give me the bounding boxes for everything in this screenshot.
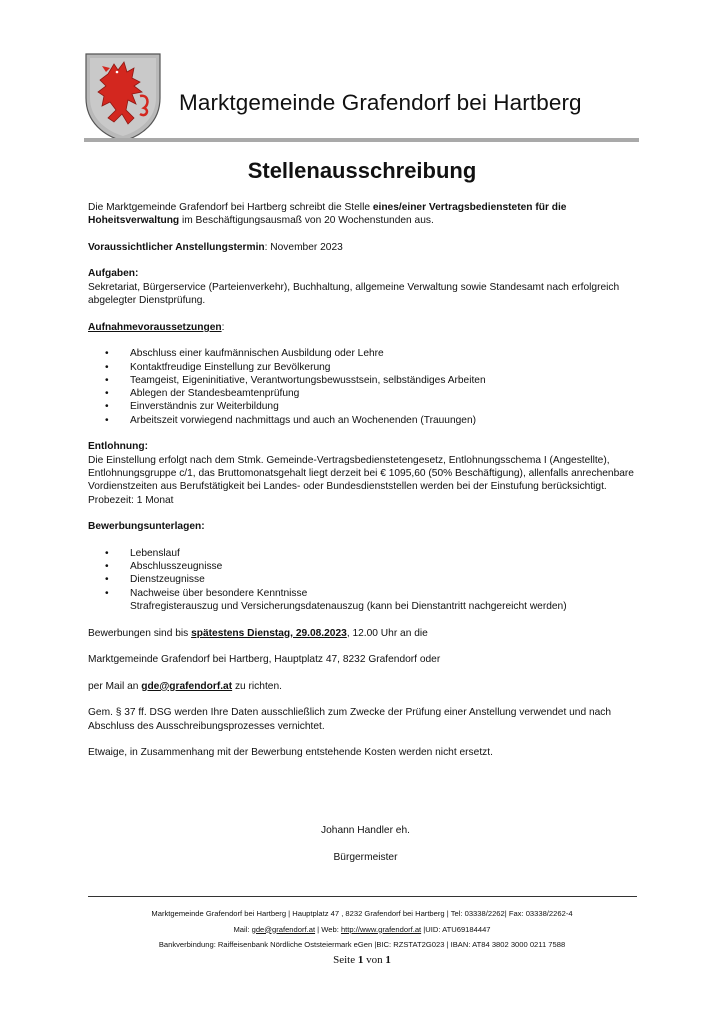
intro-text: Die Marktgemeinde Grafendorf bei Hartberg schreibt die Stelle xyxy=(88,202,373,213)
requirements-colon: : xyxy=(221,321,225,333)
list-item: • Abschluss einer kaufmännischen Ausbildung oder Lehre xyxy=(88,347,643,360)
start-date-paragraph xyxy=(88,241,643,254)
pay-heading: Entlohnung: xyxy=(88,441,148,453)
document-title: Stellenausschreibung xyxy=(247,158,477,183)
coat-of-arms-icon xyxy=(84,52,162,142)
signatory-name: Johann Handler eh. xyxy=(321,825,410,836)
footer-bank-line: Bankverbindung: Raiffeisenbank Nördliche Oststeiermark eGen |BIC: RZSTAT2G023 | IBAN: AT84 3802 3000 0211 7588 xyxy=(158,940,566,949)
footer-uid: |UID: ATU69184447 xyxy=(421,924,491,934)
pay-text: Die Einstellung erfolgt nach dem Stmk. Gemeinde-Vertragsbedienstetengesetz, Entlohnungsschema I (Angestellte), Entlohnungsgruppe c/1, das Bruttomonatsgehalt liegt derzeit bei € 1095,60 (50% Beschäftigung), allenfalls anrechenbare Vordienstzeiten aus Berufstätigkeit bei Landes- oder Bundesdienststellen werden bei der Einstufung berücksichtigt. xyxy=(88,454,634,493)
page-label: Seite xyxy=(333,954,358,966)
intro-text-end: im Beschäftigungsausmaß von 20 Wochenstunden aus. xyxy=(179,215,434,227)
docs-heading-paragraph xyxy=(88,520,643,533)
page-of-label: von xyxy=(363,954,386,966)
start-date-label: Voraussichtlicher Anstellungstermin xyxy=(88,241,265,253)
costs-paragraph: Etwaige, in Zusammenhang mit der Bewerbung entstehende Kosten werden nicht ersetzt. xyxy=(88,747,493,759)
intro-paragraph xyxy=(88,201,643,228)
docs-heading: Bewerbungsunterlagen: xyxy=(88,521,205,533)
list-item: • Abschlusszeugnisse xyxy=(88,560,643,573)
mail-text-end: zu richten. xyxy=(232,680,282,692)
mail-paragraph xyxy=(88,680,643,693)
list-item-extra: Strafregisterauszug und Versicherungsdatenauszug (kann bei Dienstantritt nachgereicht werden) xyxy=(130,600,567,612)
signatory-role: Bürgermeister xyxy=(333,852,398,863)
footer-mail-label: Mail: xyxy=(233,924,252,934)
footer-email-link[interactable]: gde@grafendorf.at xyxy=(251,924,316,934)
footer-divider xyxy=(88,896,637,897)
deadline-date: spätestens Dienstag, 29.08.2023 xyxy=(191,627,347,639)
list-item: • Einverständnis zur Weiterbildung xyxy=(88,400,643,413)
footer-address-line: Marktgemeinde Grafendorf bei Hartberg | Hauptplatz 47 , 8232 Grafendorf bei Hartberg | Tel: 03338/2262| Fax: 03338/2262-4 xyxy=(151,909,573,918)
intro-position: eines/einer Vertragsbediensteten für die Hoheitsverwaltung xyxy=(88,202,567,227)
requirements-list xyxy=(88,347,643,427)
list-item xyxy=(88,587,643,614)
footer-web-link[interactable]: http://www.grafendorf.at xyxy=(340,924,422,934)
list-item: • Dienstzeugnisse xyxy=(88,573,643,586)
page-total: 1 xyxy=(385,954,391,966)
list-item-text: Nachweise über besondere Kenntnisse xyxy=(130,587,308,599)
document-body xyxy=(88,201,643,773)
pay-paragraph xyxy=(88,440,643,506)
address-paragraph: Marktgemeinde Grafendorf bei Hartberg, Hauptplatz 47, 8232 Grafendorf oder xyxy=(88,654,441,666)
documents-list xyxy=(88,547,643,613)
footer-contact-line xyxy=(60,922,664,938)
signature-block xyxy=(88,824,643,878)
email-link[interactable]: gde@grafendorf.at xyxy=(141,680,233,692)
footer xyxy=(60,906,664,953)
requirements-heading: Aufnahmevoraussetzungen xyxy=(88,321,222,333)
deadline-text: Bewerbungen sind bis xyxy=(88,627,192,639)
dsg-paragraph: Gem. § 37 ff. DSG werden Ihre Daten ausschließlich zum Zwecke der Prüfung einer Anstellung verwendet und nach Abschluss des Ausschreibungsprozesses vernichtet. xyxy=(88,707,612,732)
list-item: • Arbeitszeit vorwiegend nachmittags und auch an Wochenenden (Trauungen) xyxy=(88,414,643,427)
organization-title: Marktgemeinde Grafendorf bei Hartberg xyxy=(179,90,582,115)
start-date-value: : November 2023 xyxy=(264,241,343,253)
tasks-paragraph xyxy=(88,267,643,307)
list-item: • Lebenslauf xyxy=(88,547,643,560)
mail-text: per Mail an xyxy=(88,680,142,692)
probation-text: Probezeit: 1 Monat xyxy=(88,494,174,506)
requirements-heading-paragraph xyxy=(88,321,643,334)
footer-web-label: | Web: xyxy=(315,924,341,934)
deadline-paragraph xyxy=(88,627,643,640)
tasks-heading: Aufgaben: xyxy=(88,268,139,280)
tasks-text: Sekretariat, Bürgerservice (Parteienverkehr), Buchhaltung, allgemeine Verwaltung sowie Standesamt nach erfolgreich abgelegter Dienstprüfung. xyxy=(88,281,620,307)
page-number xyxy=(0,954,724,966)
header-divider xyxy=(84,138,639,142)
list-item: • Ablegen der Standesbeamtenprüfung xyxy=(88,387,643,400)
deadline-text-end: , 12.00 Uhr an die xyxy=(346,627,428,639)
list-item: • Teamgeist, Eigeninitiative, Verantwortungsbewusstsein, selbständiges Arbeiten xyxy=(88,374,643,387)
page-current: 1 xyxy=(357,954,364,966)
list-item: • Kontaktfreudige Einstellung zur Bevölkerung xyxy=(88,361,643,374)
